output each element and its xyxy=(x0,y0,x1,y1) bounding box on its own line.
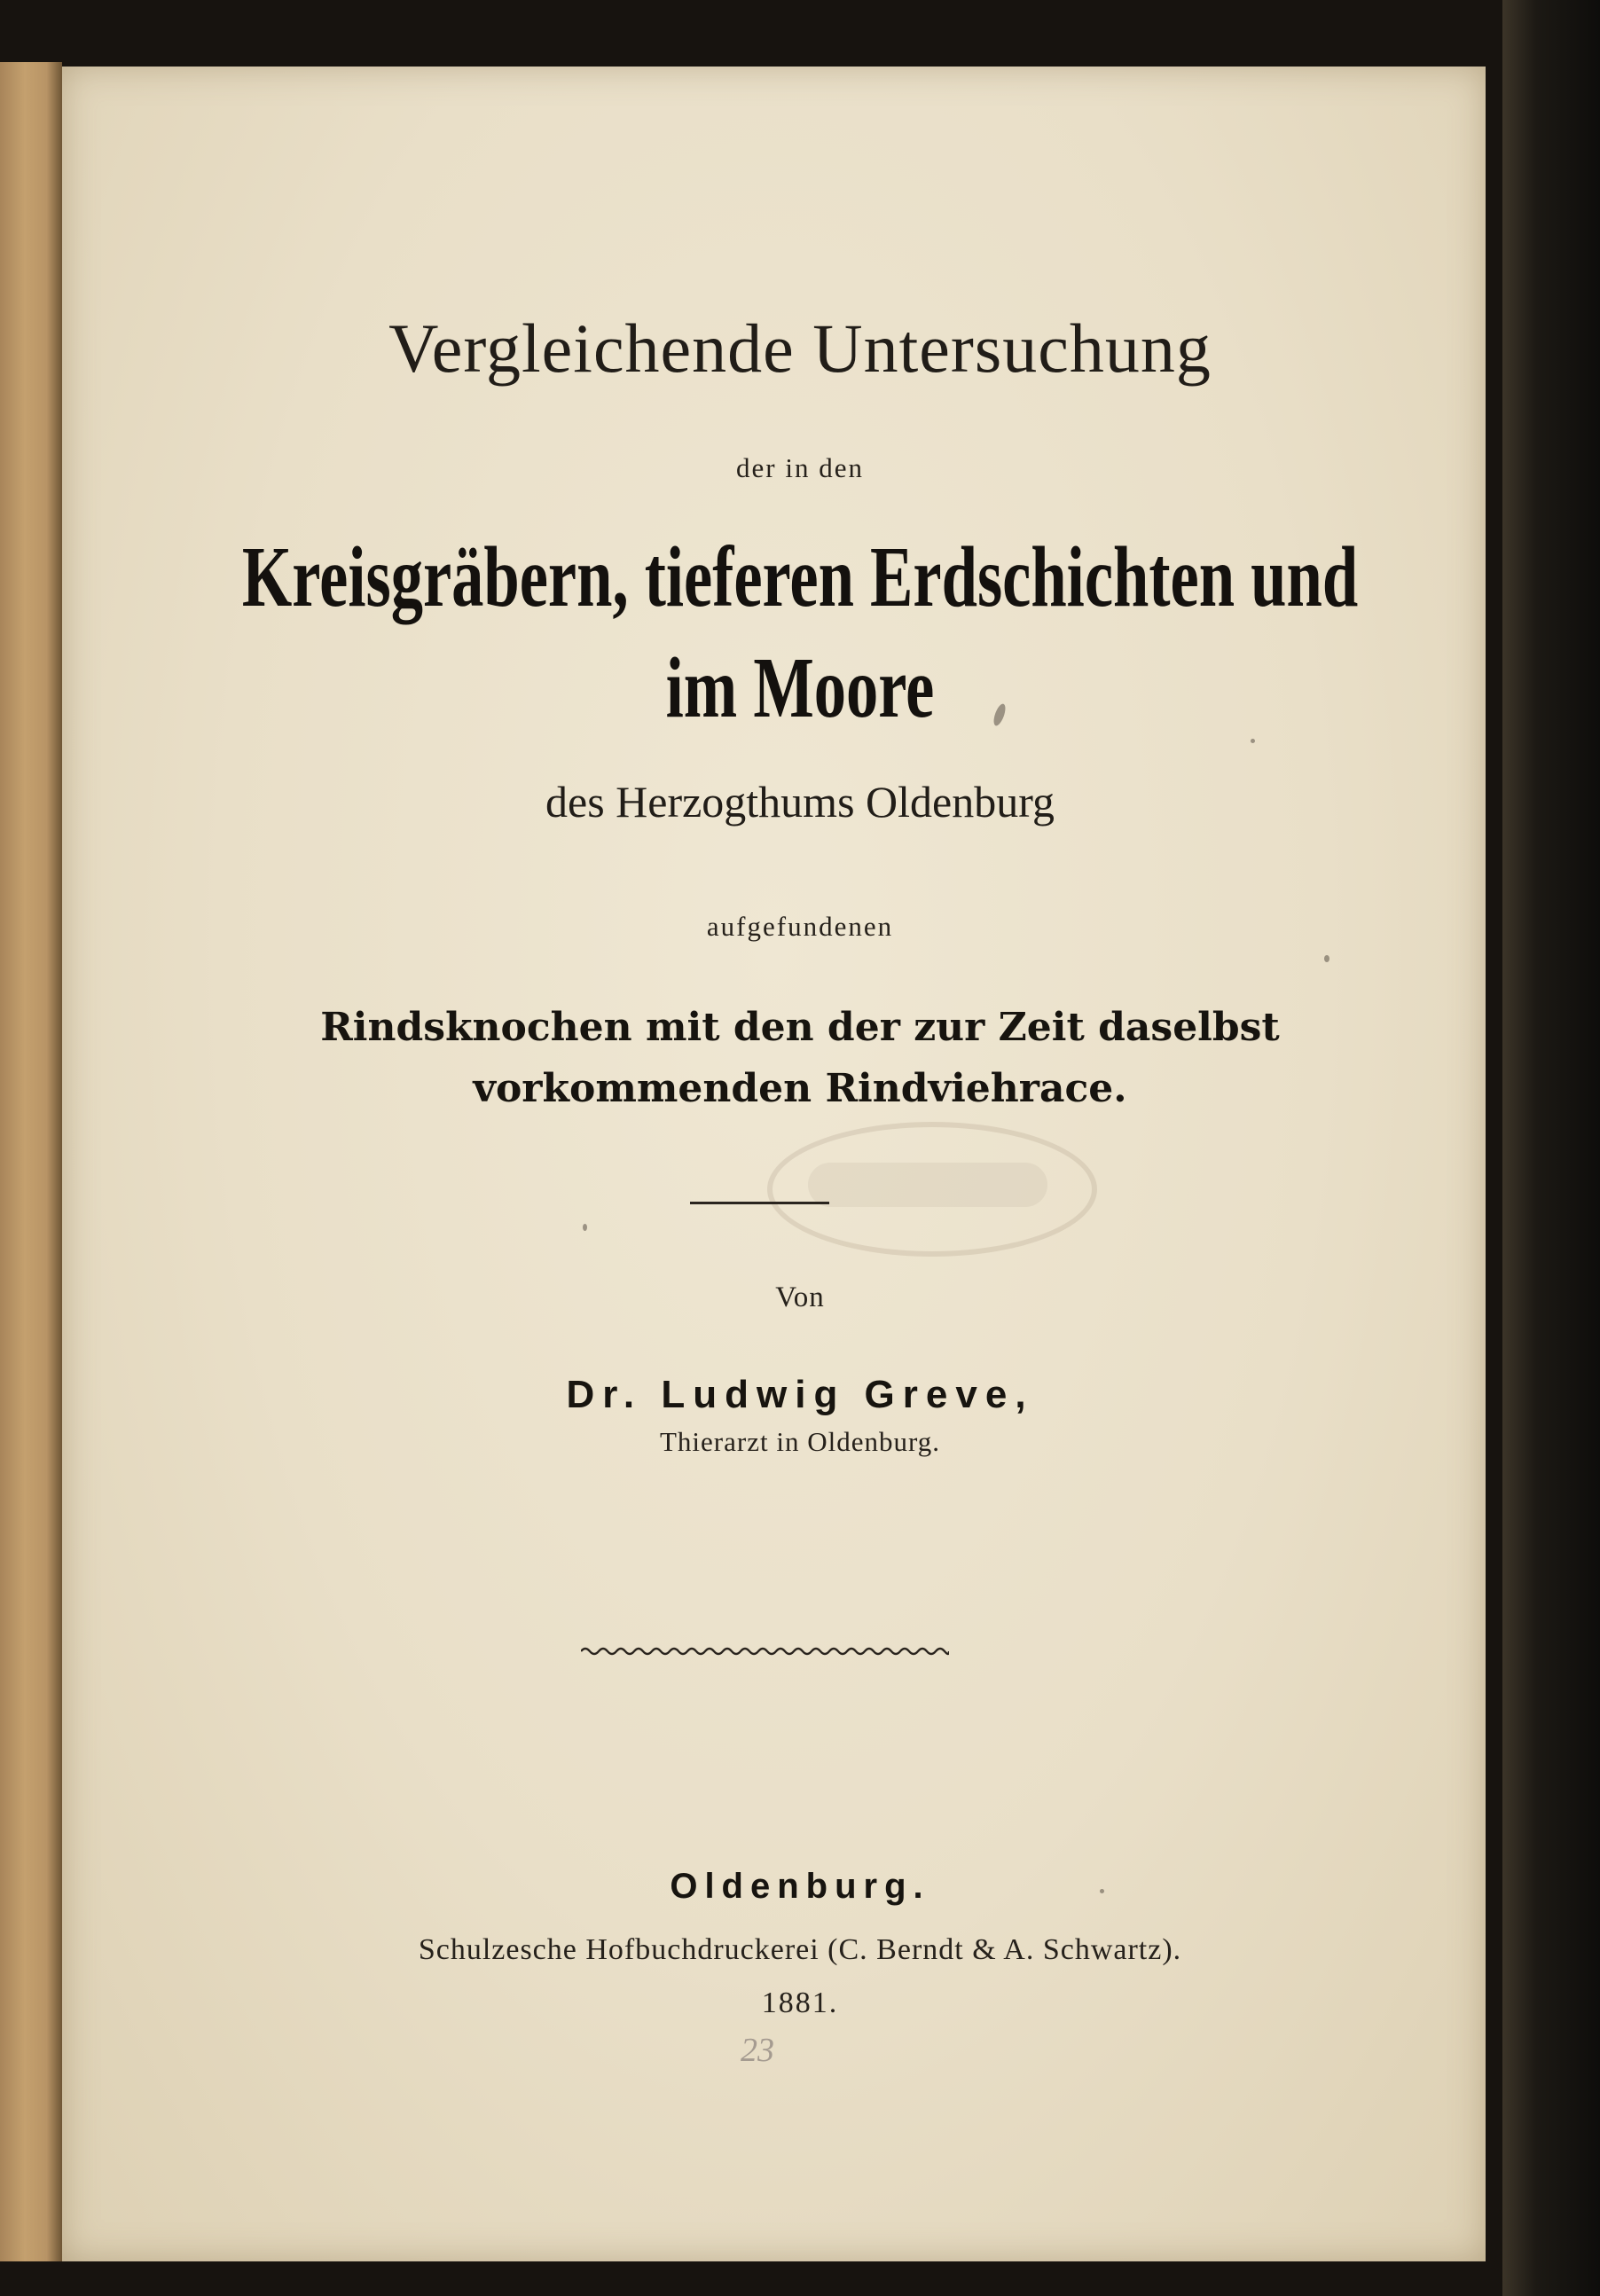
title-subject-line-2: im Moore xyxy=(665,640,935,736)
title-participle: aufgefundenen xyxy=(706,911,894,942)
title-topic-line-2: vorkommenden Rindviehrace. xyxy=(473,1066,1127,1111)
imprint-year: 1881. xyxy=(761,1986,839,2019)
library-stamp-inner xyxy=(808,1163,1047,1207)
title-region: des Herzogthums Oldenburg xyxy=(545,777,1055,827)
title-page-paper xyxy=(62,67,1486,2261)
author-name: Dr. Ludwig Greve, xyxy=(566,1373,1034,1416)
title-topic-line-1: Rindsknochen mit den der zur Zeit daselbst xyxy=(320,1005,1280,1050)
adjacent-page-edge xyxy=(0,62,62,2261)
imprint-city: Oldenburg. xyxy=(670,1867,930,1906)
paper-blemish xyxy=(583,1224,587,1231)
paper-blemish xyxy=(1251,739,1255,743)
title-subject-line-1: Kreisgräbern, tieferen Erdschichten und xyxy=(241,529,1359,625)
library-stamp xyxy=(767,1122,1097,1257)
ornamental-wavy-rule xyxy=(581,1644,949,1658)
imprint-printer: Schulzesche Hofbuchdruckerei (C. Berndt & A. Schwartz). xyxy=(418,1933,1182,1966)
pencil-annotation: 23 xyxy=(741,2032,774,2069)
paper-blemish xyxy=(1324,955,1329,962)
title-connector: der in den xyxy=(736,452,864,483)
author-occupation: Thierarzt in Oldenburg. xyxy=(660,1426,940,1457)
divider-rule xyxy=(690,1202,829,1204)
author-by: Von xyxy=(775,1281,825,1313)
title-main: Vergleichende Untersuchung xyxy=(388,310,1212,387)
